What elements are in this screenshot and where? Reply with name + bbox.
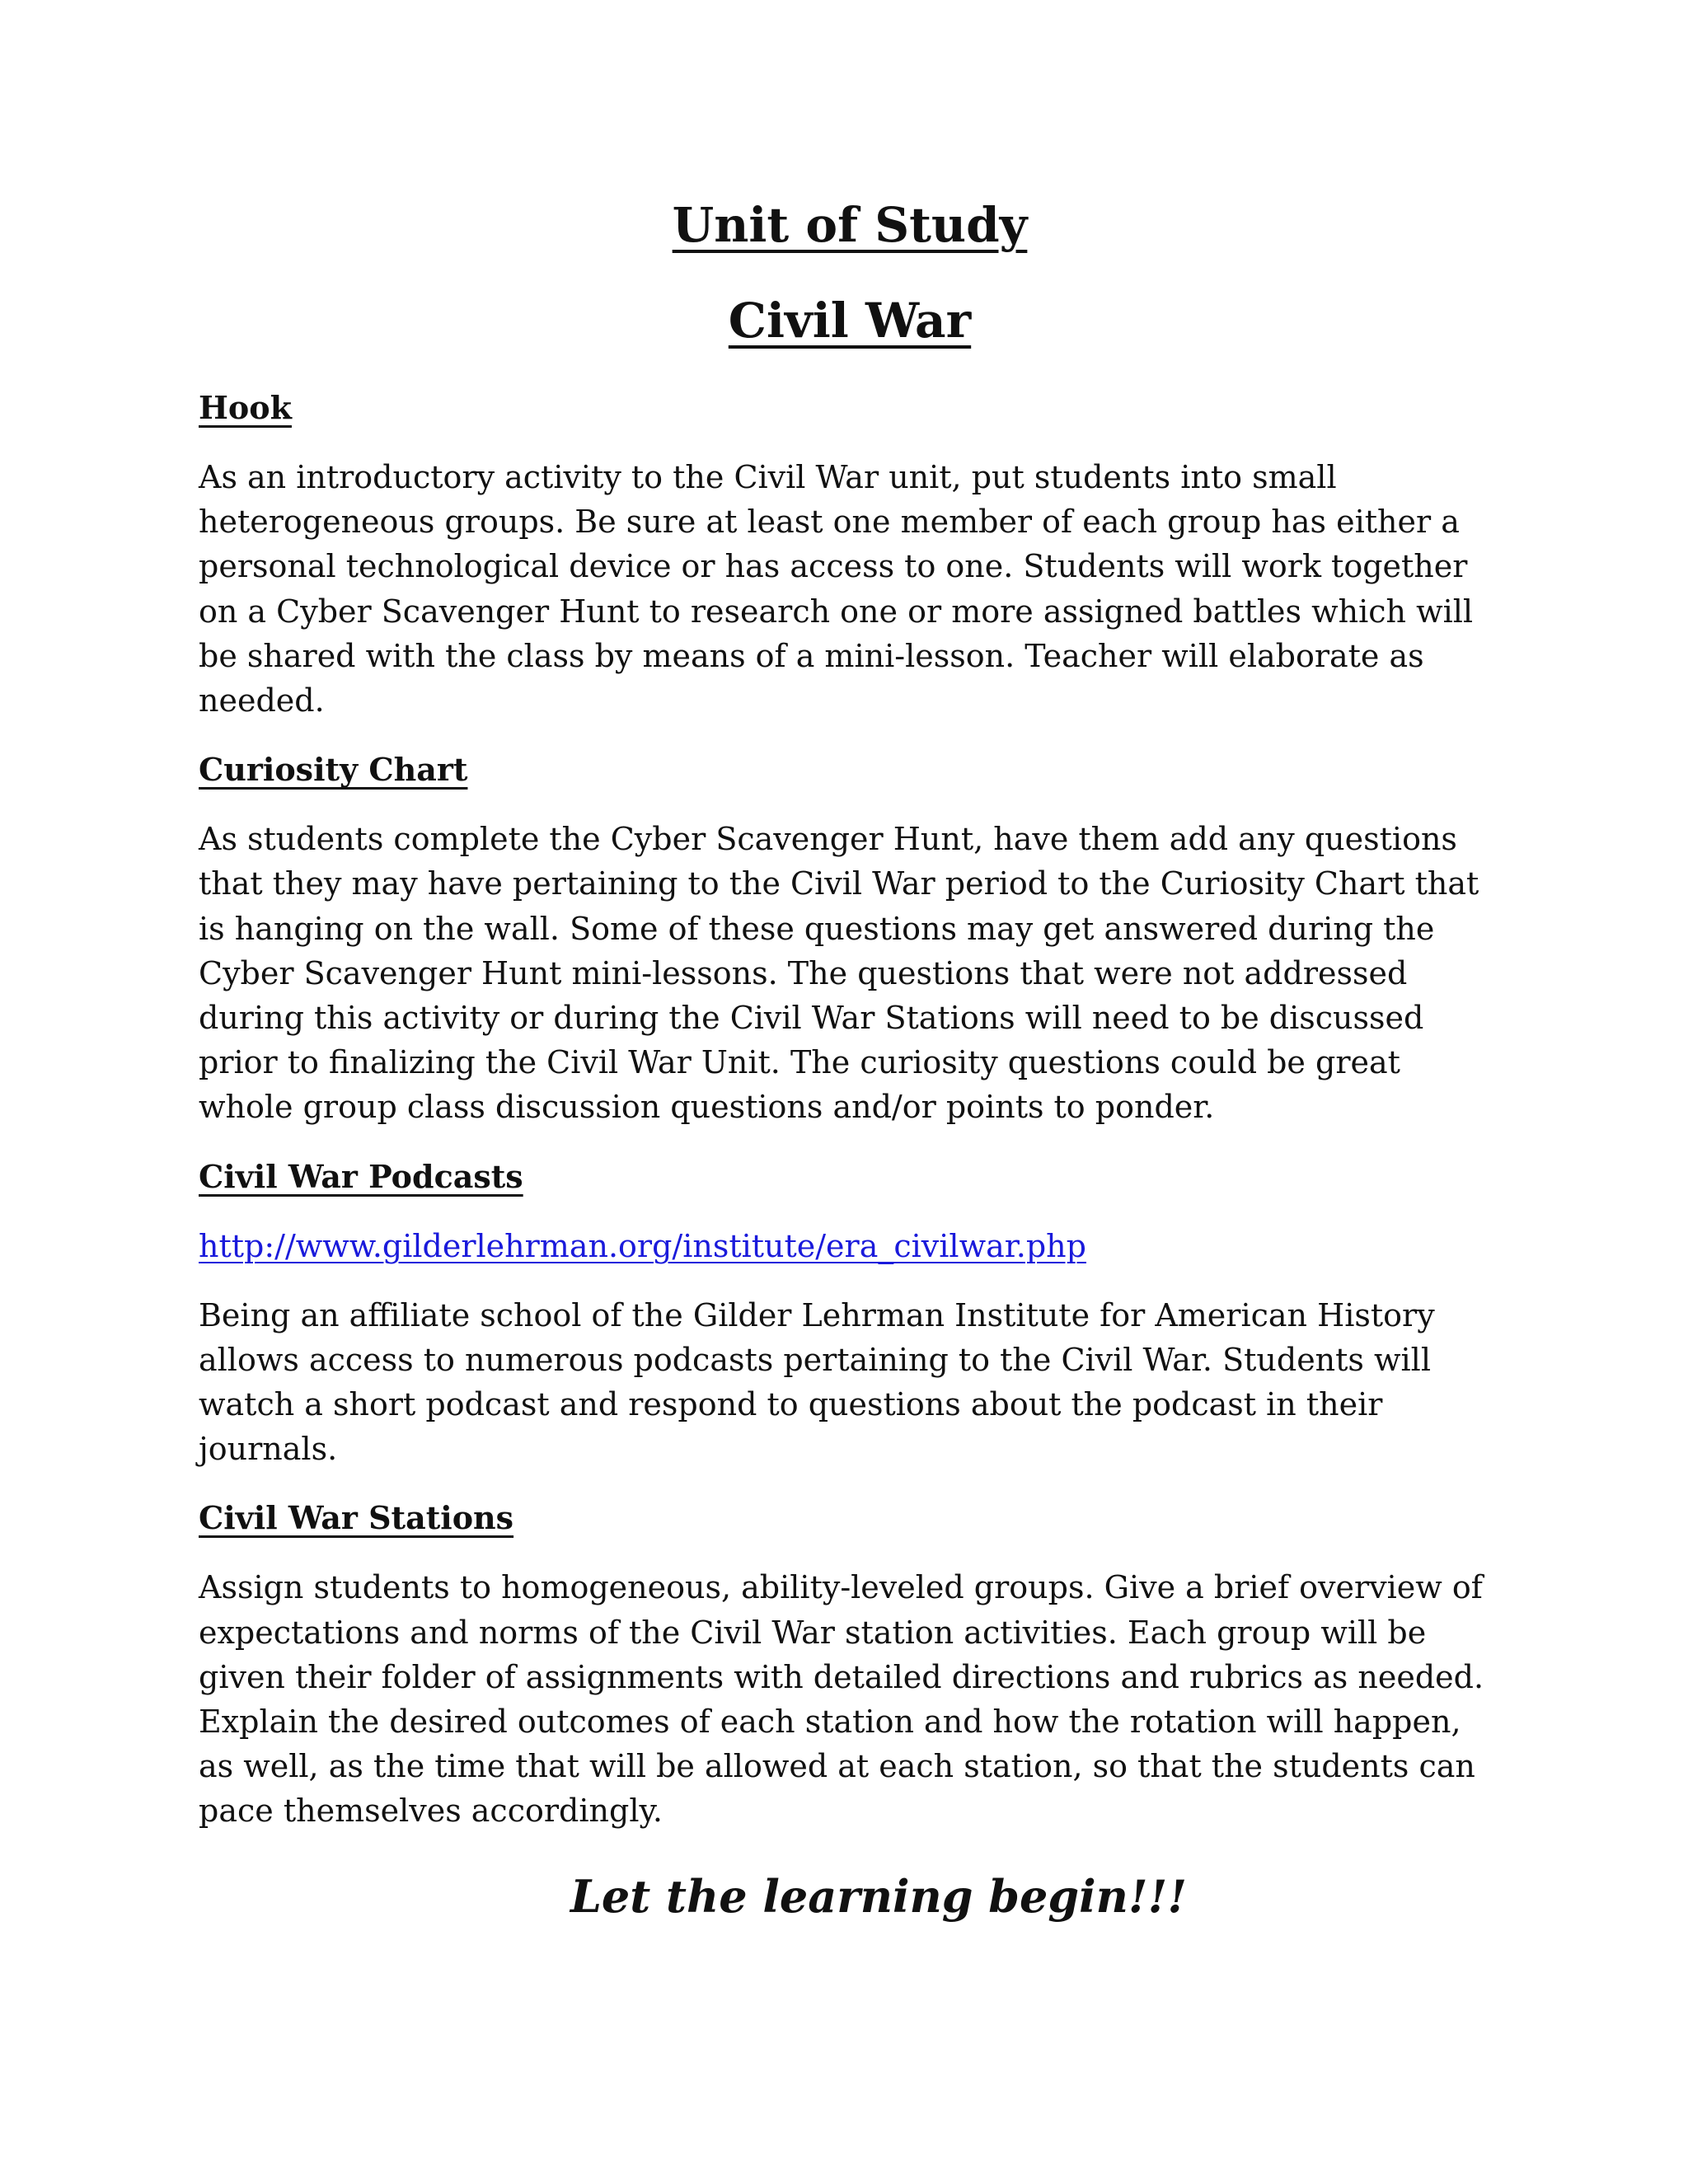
document-content [199, 190, 1501, 1929]
section-body-stations: Assign students to homogeneous, ability-leveled groups. Give a brief overview of expectations and norms of the Civil War station activities. Each group will be given their folder of assignments with detailed directions and rubrics as needed. Explain the desired outcomes of each station and how the rotation will happen, as well, as the time that will be allowed at each station, so that the students can pace themselves accordingly. [199, 1569, 1484, 1830]
page-subtitle: Civil War [728, 293, 972, 349]
podcasts-link[interactable]: http://www.gilderlehrman.org/institute/era_civilwar.php [199, 1227, 1086, 1264]
section-body-podcasts: Being an affiliate school of the Gilder Lehrman Institute for American History allows access to numerous podcasts pertaining to the Civil War. Students will watch a short podcast and respond to questions about the podcast in their journals. [199, 1296, 1435, 1468]
closing-line: Let the learning begin!!! [570, 1869, 1188, 1923]
section-heading-podcasts: Civil War Podcasts [199, 1157, 523, 1195]
section-heading-hook: Hook [199, 389, 292, 426]
page-title: Unit of Study [672, 197, 1028, 253]
section-heading-stations: Civil War Stations [199, 1499, 514, 1537]
section-heading-curiosity-chart: Curiosity Chart [199, 751, 468, 789]
section-body-curiosity-chart: As students complete the Cyber Scavenger Hunt, have them add any questions that they may have pertaining to the Civil War period to the Curiosity Chart that is hanging on the wall. Some of these questions may get answered during the Cyber Scavenger Hunt mini-lessons. The questions that were not addressed during this activity or during the Civil War Stations will need to be discussed prior to finalizing the Civil War Unit. The curiosity questions could be great whole group class discussion questions and/or points to ponder. [199, 821, 1479, 1126]
section-body-hook: As an introductory activity to the Civil War unit, put students into small heterogeneous groups. Be sure at least one member of each group has either a personal technological device or has access to one. Students will work together on a Cyber Scavenger Hunt to research one or more assigned battles which will be shared with the class by means of a mini-lesson. Teacher will elaborate as needed. [199, 459, 1474, 719]
